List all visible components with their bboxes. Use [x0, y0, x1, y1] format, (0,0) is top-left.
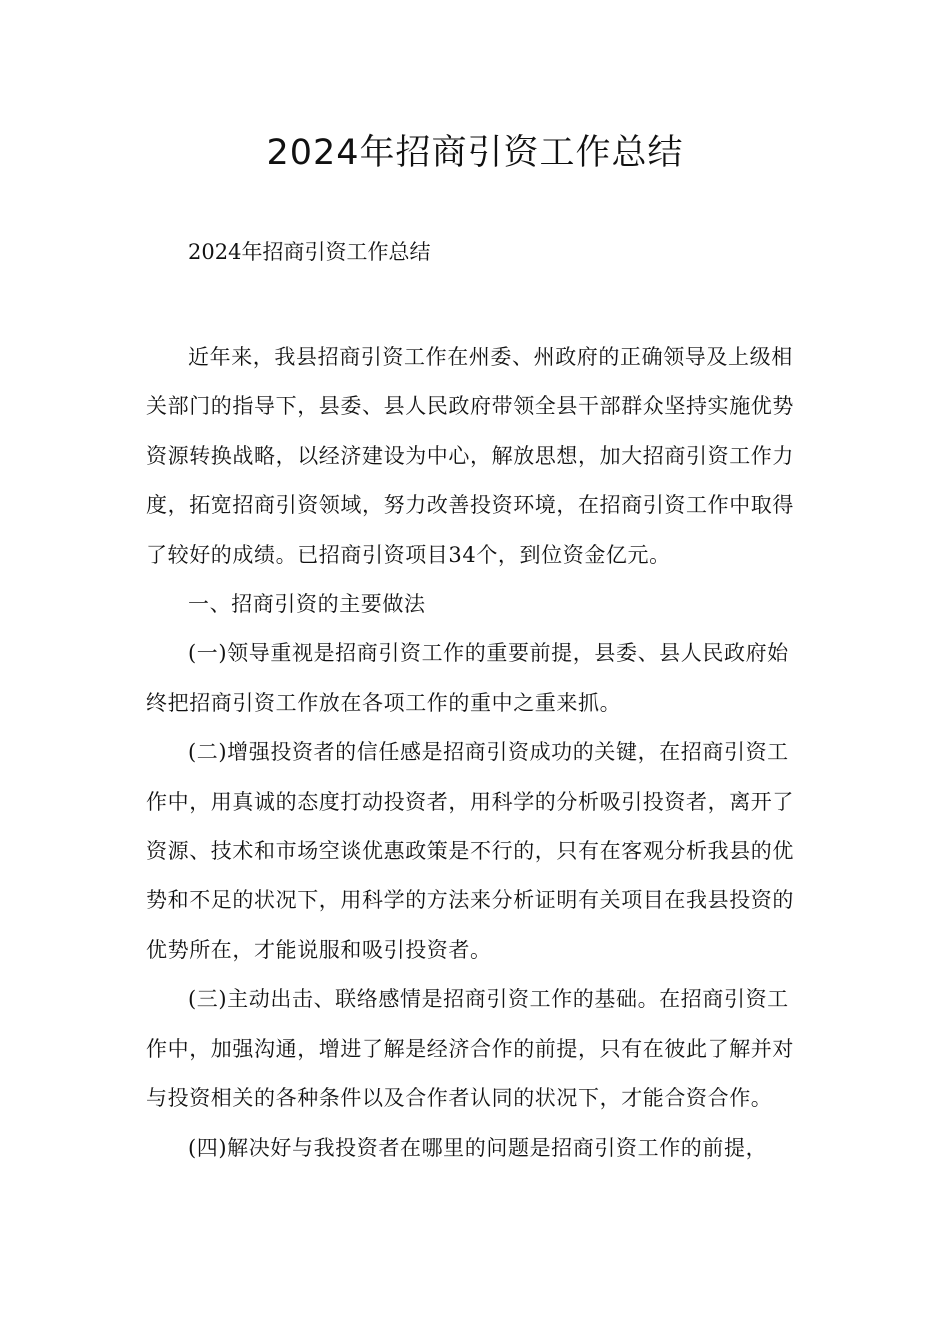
- document-body: [146, 333, 810, 1173]
- paragraph-point-2: (二)增强投资者的信任感是招商引资成功的关键，在招商引资工作中，用真诚的态度打动投资者，用科学的分析吸引投资者，离开了资源、技术和市场空谈优惠政策是不行的，只有在客观分析我县的优势和不足的状况下，用科学的方法来分析证明有关项目在我县投资的优势所在，才能说服和吸引投资者。: [146, 740, 794, 962]
- paragraph-point-1: (一)领导重视是招商引资工作的重要前提，县委、县人民政府始终把招商引资工作放在各项工作的重中之重来抓。: [146, 641, 789, 715]
- document-title: 2024年招商引资工作总结: [266, 133, 684, 173]
- section-heading-main-practices: 一、招商引资的主要做法: [188, 592, 426, 617]
- paragraph-intro: 近年来，我县招商引资工作在州委、州政府的正确领导及上级相关部门的指导下，县委、县人民政府带领全县干部群众坚持实施优势资源转换战略，以经济建设为中心，解放思想，加大招商引资工作力度，拓宽招商引资领域，努力改善投资环境，在招商引资工作中取得了较好的成绩。已招商引资项目34个，到位资金亿元。: [146, 345, 794, 567]
- paragraph-point-4: (四)解决好与我投资者在哪里的问题是招商引资工作的前提，: [188, 1135, 768, 1160]
- paragraph-point-3: (三)主动出击、联络感情是招商引资工作的基础。在招商引资工作中，加强沟通，增进了解是经济合作的前提，只有在彼此了解并对与投资相关的各种条件以及合作者认同的状况下，才能合资合作。: [146, 987, 794, 1111]
- document-subtitle: 2024年招商引资工作总结: [188, 240, 431, 264]
